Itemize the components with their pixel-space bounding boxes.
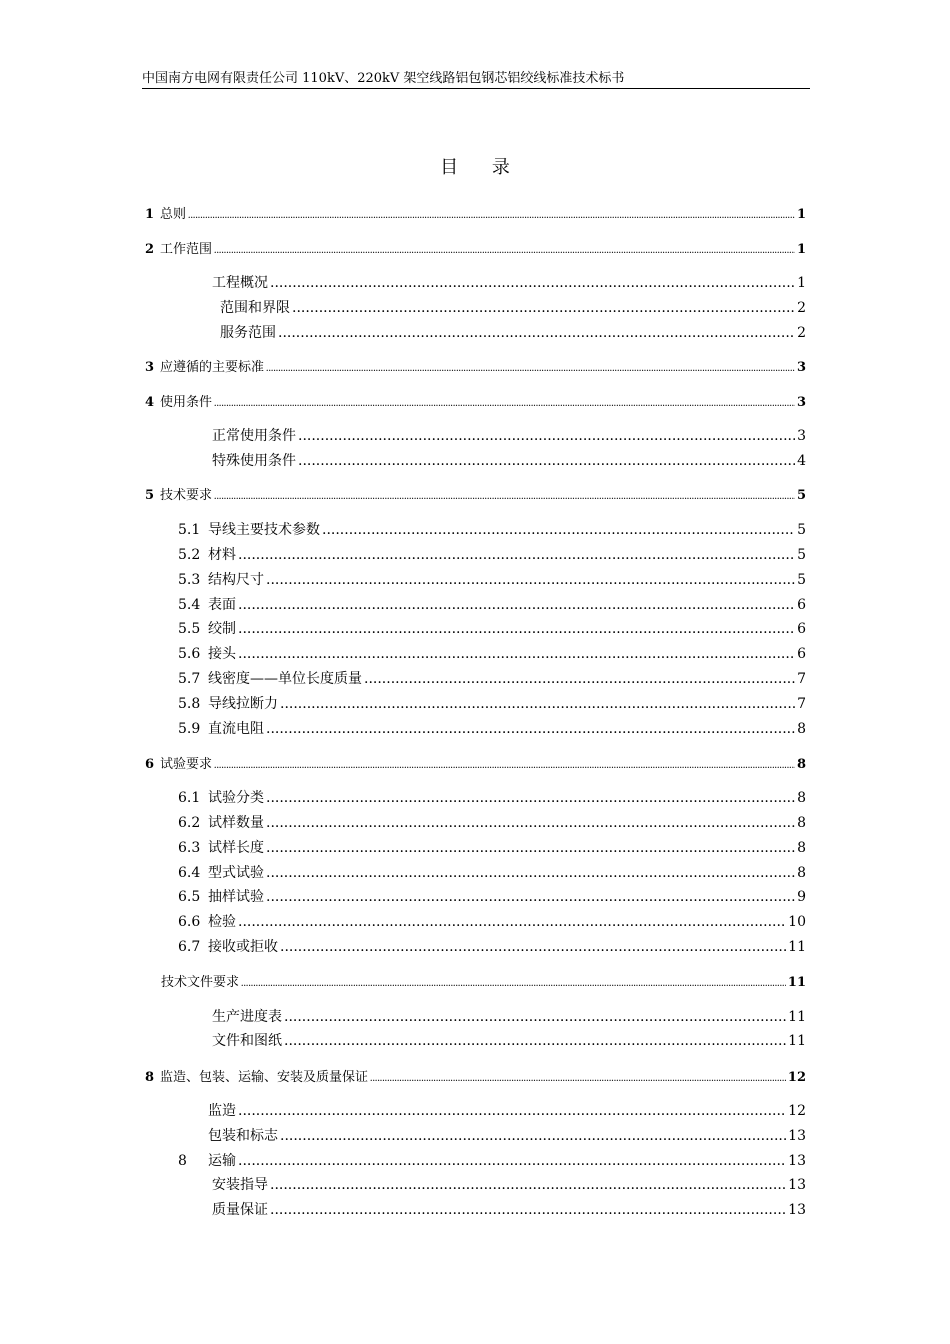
toc-entry-page: 13: [788, 1128, 806, 1144]
toc-entry-page: 11: [787, 975, 806, 990]
toc-entry-label: 总则: [160, 207, 187, 222]
toc-entry[interactable]: [145, 205, 806, 226]
toc-dot-leader: [214, 240, 795, 261]
toc-dot-leader: [214, 393, 795, 414]
toc-entry-page: 5: [797, 522, 806, 538]
toc-dot-leader: [280, 694, 795, 714]
toc-entry[interactable]: [212, 1007, 806, 1027]
toc-entry-number: 6.6: [178, 914, 201, 930]
toc-entry-page: 8: [797, 840, 806, 856]
toc-dot-leader: [370, 1068, 786, 1089]
toc-dot-leader: [266, 813, 795, 833]
toc-entry-number: 6.4: [178, 865, 201, 881]
toc-entry-number: 2: [145, 242, 155, 257]
toc-entry-label: 质量保证: [212, 1202, 268, 1218]
toc-dot-leader: [322, 520, 795, 540]
toc-entry-label: 线密度——单位长度质量: [208, 671, 362, 687]
toc-entry-label: 试验分类: [208, 790, 264, 806]
toc-entry-page: 12: [787, 1070, 806, 1085]
toc-entry-label: 技术文件要求: [161, 975, 240, 990]
toc-entry-page: 10: [788, 914, 806, 930]
toc-dot-leader: [238, 545, 795, 565]
toc-entry-page: 8: [797, 865, 806, 881]
toc-entry-label: 服务范围: [220, 325, 276, 341]
toc-entry[interactable]: [178, 669, 806, 689]
toc-entry-label: 试样长度: [208, 840, 264, 856]
toc-entry-page: 8: [797, 815, 806, 831]
toc-entry-page: 2: [797, 300, 806, 316]
toc-entry[interactable]: [178, 887, 806, 907]
toc-entry-number: 5.2: [178, 547, 201, 563]
toc-dot-leader: [266, 887, 795, 907]
toc-entry-label: 范围和界限: [220, 300, 290, 316]
toc-entry[interactable]: [178, 813, 806, 833]
toc-entry[interactable]: [220, 298, 806, 318]
toc-entry-number: 6.5: [178, 889, 201, 905]
toc-dot-leader: [238, 912, 786, 932]
toc-dot-leader: [238, 619, 795, 639]
toc-entry[interactable]: [220, 323, 806, 343]
toc-entry-label: 包装和标志: [208, 1128, 278, 1144]
toc-entry-number: 5.6: [178, 646, 201, 662]
toc-entry-number: 6.2: [178, 815, 201, 831]
toc-entry[interactable]: [178, 545, 806, 565]
toc-entry-label: 导线主要技术参数: [208, 522, 320, 538]
toc-entry-number: 5.7: [178, 671, 201, 687]
toc-entry-number: 5.5: [178, 621, 201, 637]
toc-entry-label: 接头: [208, 646, 236, 662]
toc-entry-label: 生产进度表: [212, 1009, 282, 1025]
toc-entry-number: 4: [145, 395, 155, 410]
toc-entry[interactable]: [178, 644, 806, 664]
toc-entry[interactable]: [212, 451, 806, 471]
toc-entry-label: 直流电阻: [208, 721, 264, 737]
toc-entry-label: 文件和图纸: [212, 1033, 282, 1049]
toc-entry-number: 6.7: [178, 939, 201, 955]
toc-entry-page: 8: [796, 757, 806, 772]
toc-entry[interactable]: [178, 694, 806, 714]
toc-dot-leader: [298, 451, 795, 471]
toc-dot-leader: [270, 273, 795, 293]
toc-dot-leader: [364, 669, 795, 689]
toc-entry[interactable]: [212, 1175, 806, 1195]
toc-dot-leader: [214, 486, 795, 507]
toc-dot-leader: [266, 719, 795, 739]
page-title: 目 录: [440, 157, 524, 178]
toc-entry[interactable]: [145, 1068, 806, 1089]
toc-dot-leader: [238, 1151, 786, 1171]
toc-entry-page: 2: [797, 325, 806, 341]
toc-entry-label: 安装指导: [212, 1177, 268, 1193]
toc-dot-leader: [284, 1031, 786, 1051]
toc-entry[interactable]: [178, 863, 806, 883]
toc-entry-label: 特殊使用条件: [212, 453, 296, 469]
toc-entry-number: 3: [145, 360, 155, 375]
toc-entry[interactable]: [178, 595, 806, 615]
toc-dot-leader: [241, 973, 786, 994]
toc-entry-label: 表面: [208, 597, 236, 613]
toc-entry[interactable]: [145, 240, 806, 261]
toc-entry-label: 监造: [208, 1103, 236, 1119]
toc-entry-page: 5: [797, 572, 806, 588]
toc-entry[interactable]: [145, 358, 806, 379]
toc-entry-page: 8: [797, 790, 806, 806]
toc-entry[interactable]: [208, 1101, 806, 1121]
toc-entry[interactable]: [178, 838, 806, 858]
toc-entry-page: 7: [797, 696, 806, 712]
page-header: 中国南方电网有限责任公司 110kV、220kV 架空线路铝包钢芯铝绞线标准技术标书: [142, 71, 625, 86]
toc-entry[interactable]: [178, 570, 806, 590]
toc-entry-page: 4: [797, 453, 806, 469]
toc-entry-number: 5.9: [178, 721, 201, 737]
toc-entry-page: 5: [797, 547, 806, 563]
toc-entry-label: 使用条件: [160, 395, 213, 410]
toc-entry-number: 8: [145, 1070, 155, 1085]
toc-entry[interactable]: [161, 973, 806, 994]
toc-entry-label: 导线拉断力: [208, 696, 278, 712]
toc-entry-number: 1: [145, 207, 155, 222]
toc-entry-label: 工作范围: [160, 242, 213, 257]
toc-entry-label: 技术要求: [160, 488, 213, 503]
toc-dot-leader: [292, 298, 795, 318]
toc-entry-page: 11: [788, 1009, 806, 1025]
toc-dot-leader: [298, 426, 795, 446]
toc-entry-label: 试样数量: [208, 815, 264, 831]
toc-entry-page: 13: [788, 1177, 806, 1193]
toc-dot-leader: [280, 1126, 786, 1146]
toc-entry-page: 1: [796, 242, 806, 257]
toc-entry-number: 6.3: [178, 840, 201, 856]
toc-entry-number: 6: [145, 757, 155, 772]
toc-dot-leader: [238, 1101, 786, 1121]
toc-entry-page: 1: [796, 207, 806, 222]
toc-entry-label: 材料: [208, 547, 236, 563]
toc-entry-page: 7: [797, 671, 806, 687]
toc-entry-page: 11: [788, 939, 806, 955]
toc-entry-page: 5: [796, 488, 806, 503]
toc-entry-number: 5: [145, 488, 155, 503]
toc-entry[interactable]: [178, 520, 806, 540]
toc-entry-label: 监造、包装、运输、安装及质量保证: [160, 1070, 369, 1085]
toc-entry[interactable]: [178, 937, 806, 957]
toc-entry[interactable]: [208, 1126, 806, 1146]
toc-dot-leader: [214, 755, 795, 776]
toc-entry[interactable]: [178, 1151, 806, 1171]
toc-entry-page: 11: [788, 1033, 806, 1049]
toc-entry-label: 应遵循的主要标准: [160, 360, 265, 375]
toc-entry-page: 12: [788, 1103, 806, 1119]
toc-entry-page: 13: [788, 1202, 806, 1218]
toc-dot-leader: [238, 595, 795, 615]
toc-entry-label: 运输: [208, 1153, 236, 1169]
toc-dot-leader: [270, 1200, 786, 1220]
toc-entry-number: 6.1: [178, 790, 201, 806]
toc-entry-page: 9: [797, 889, 806, 905]
toc-entry[interactable]: [178, 788, 806, 808]
toc-entry[interactable]: [178, 912, 806, 932]
toc-entry-label: 工程概况: [212, 275, 268, 291]
toc-entry-page: 6: [797, 646, 806, 662]
toc-entry-page: 13: [788, 1153, 806, 1169]
toc-dot-leader: [266, 358, 795, 379]
toc-dot-leader: [238, 644, 795, 664]
toc-entry-page: 1: [797, 275, 806, 291]
toc-entry[interactable]: [212, 426, 806, 446]
toc-entry-number: 5.8: [178, 696, 201, 712]
toc-entry-page: 3: [796, 395, 806, 410]
toc-dot-leader: [270, 1175, 786, 1195]
toc-entry[interactable]: [145, 393, 806, 414]
toc-entry-number: 5.3: [178, 572, 201, 588]
toc-entry-number: 5.1: [178, 522, 201, 538]
toc-entry-label: 结构尺寸: [208, 572, 264, 588]
header-divider: [142, 88, 810, 89]
toc-entry-label: 接收或拒收: [208, 939, 278, 955]
toc-entry[interactable]: [178, 619, 806, 639]
toc-entry-page: 3: [797, 428, 806, 444]
toc-dot-leader: [188, 205, 795, 226]
toc-entry-label: 绞制: [208, 621, 236, 637]
toc-entry-number: 8: [178, 1153, 187, 1169]
toc-dot-leader: [266, 838, 795, 858]
toc-entry-page: 6: [797, 621, 806, 637]
toc-entry[interactable]: [212, 1200, 806, 1220]
toc-entry[interactable]: [178, 719, 806, 739]
toc-entry-label: 检验: [208, 914, 236, 930]
toc-entry[interactable]: [145, 486, 806, 507]
toc-entry-label: 抽样试验: [208, 889, 264, 905]
toc-dot-leader: [266, 570, 795, 590]
toc-entry-number: 5.4: [178, 597, 201, 613]
toc-dot-leader: [266, 863, 795, 883]
toc-dot-leader: [278, 323, 795, 343]
toc-entry-page: 3: [796, 360, 806, 375]
toc-dot-leader: [266, 788, 795, 808]
toc-dot-leader: [280, 937, 786, 957]
toc-entry[interactable]: [212, 273, 806, 293]
toc-entry-page: 8: [797, 721, 806, 737]
toc-entry-label: 试验要求: [160, 757, 213, 772]
toc-entry-label: 正常使用条件: [212, 428, 296, 444]
toc-entry[interactable]: [145, 755, 806, 776]
toc-entry[interactable]: [212, 1031, 806, 1051]
toc-entry-label: 型式试验: [208, 865, 264, 881]
toc-entry-page: 6: [797, 597, 806, 613]
toc-dot-leader: [284, 1007, 786, 1027]
